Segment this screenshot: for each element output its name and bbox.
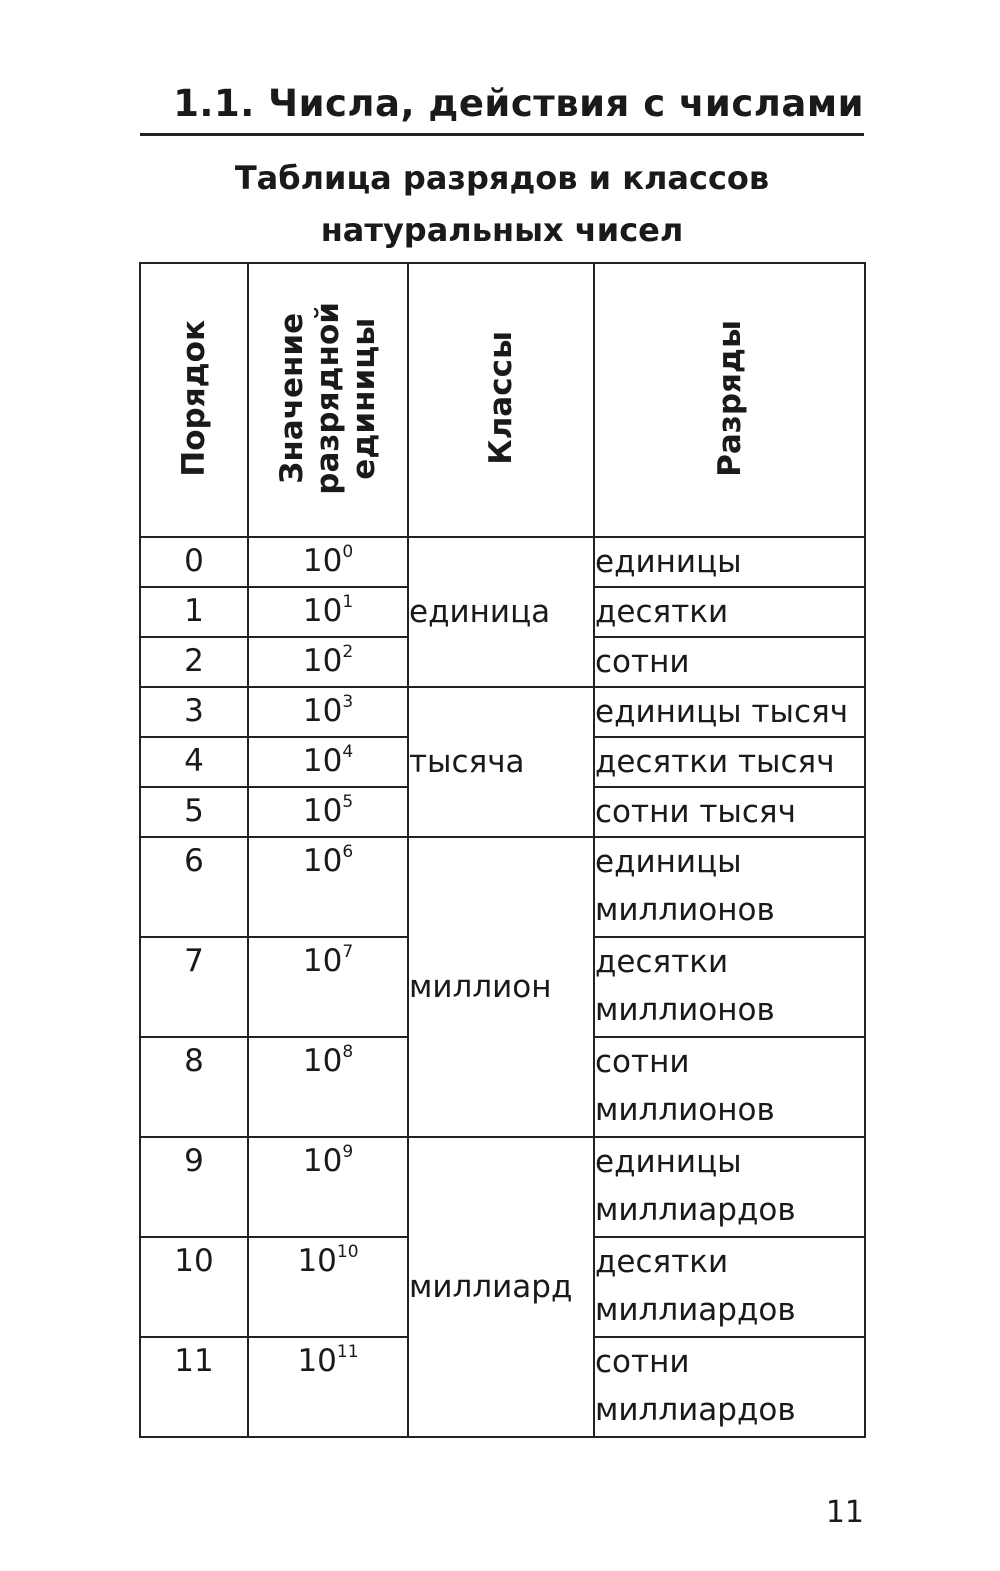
digit-cell: единицы тысяч [594, 687, 865, 737]
place-value-table [139, 262, 866, 1438]
header-digits [594, 263, 865, 537]
unit-base: 10 [302, 643, 343, 679]
unit-exponent: 6 [342, 842, 354, 862]
header-unit-value-label: Значение разрядной единицы [274, 301, 382, 495]
digit-cell: сотни миллионов [594, 1037, 865, 1137]
unit-exponent: 4 [342, 742, 354, 762]
table-header-row [140, 263, 865, 537]
unit-value-cell [248, 737, 408, 787]
unit-base: 10 [302, 543, 343, 579]
table-row [140, 537, 865, 587]
unit-exponent: 9 [342, 1142, 354, 1162]
unit-base: 10 [302, 593, 343, 629]
unit-exponent: 2 [342, 642, 354, 662]
header-digits-label: Разряды [711, 319, 748, 477]
class-cell: миллиард [408, 1137, 594, 1437]
unit-base: 10 [302, 693, 343, 729]
digit-cell: десятки тысяч [594, 737, 865, 787]
unit-exponent: 11 [336, 1342, 359, 1362]
digit-cell: сотни [594, 637, 865, 687]
header-classes-label: Классы [483, 331, 519, 465]
unit-base: 10 [302, 943, 343, 979]
unit-value-cell [248, 687, 408, 737]
class-cell: единица [408, 537, 594, 687]
table-row [140, 1137, 865, 1237]
unit-value-cell [248, 1237, 408, 1337]
order-cell: 7 [140, 937, 248, 1037]
table-title-line-2: натуральных чисел [320, 211, 684, 249]
unit-value-cell [248, 1337, 408, 1437]
unit-exponent: 1 [342, 592, 354, 612]
digit-cell: десятки миллиардов [594, 1237, 865, 1337]
unit-exponent: 5 [342, 792, 354, 812]
order-cell: 0 [140, 537, 248, 587]
header-classes [408, 263, 594, 537]
header-order-label: Порядок [176, 319, 212, 477]
unit-value-cell [248, 837, 408, 937]
order-cell: 9 [140, 1137, 248, 1237]
order-cell: 6 [140, 837, 248, 937]
order-cell: 10 [140, 1237, 248, 1337]
digit-cell: единицы миллиардов [594, 1137, 865, 1237]
digit-cell: единицы миллионов [594, 837, 865, 937]
unit-base: 10 [302, 843, 343, 879]
digit-cell: сотни тысяч [594, 787, 865, 837]
table-title [140, 152, 864, 256]
class-cell: миллион [408, 837, 594, 1137]
page-number: 11 [825, 1495, 864, 1530]
class-cell: тысяча [408, 687, 594, 837]
unit-base: 10 [302, 1043, 343, 1079]
section-title: 1.1. Числа, действия с числами [173, 82, 864, 125]
unit-value-cell [248, 1137, 408, 1237]
order-cell: 3 [140, 687, 248, 737]
order-cell: 5 [140, 787, 248, 837]
unit-base: 10 [297, 1343, 337, 1379]
table-title-line-1: Таблица разрядов и классов [234, 159, 770, 197]
order-cell: 2 [140, 637, 248, 687]
unit-value-cell [248, 1037, 408, 1137]
digit-cell: десятки миллионов [594, 937, 865, 1037]
table-row [140, 837, 865, 937]
digit-cell: сотни миллиардов [594, 1337, 865, 1437]
order-cell: 4 [140, 737, 248, 787]
digit-cell: десятки [594, 587, 865, 637]
order-cell: 1 [140, 587, 248, 637]
unit-base: 10 [302, 743, 343, 779]
table-row [140, 687, 865, 737]
unit-exponent: 0 [342, 542, 354, 562]
unit-value-cell [248, 787, 408, 837]
order-cell: 11 [140, 1337, 248, 1437]
unit-exponent: 3 [342, 692, 354, 712]
section-divider [140, 133, 864, 136]
unit-base: 10 [302, 1143, 343, 1179]
header-order [140, 263, 248, 537]
unit-value-cell [248, 937, 408, 1037]
unit-exponent: 8 [342, 1042, 354, 1062]
header-unit-value [248, 263, 408, 537]
unit-exponent: 7 [342, 942, 354, 962]
unit-value-cell [248, 537, 408, 587]
order-cell: 8 [140, 1037, 248, 1137]
unit-base: 10 [302, 793, 343, 829]
unit-base: 10 [297, 1243, 337, 1279]
unit-exponent: 10 [336, 1242, 359, 1262]
unit-value-cell [248, 637, 408, 687]
digit-cell: единицы [594, 537, 865, 587]
unit-value-cell [248, 587, 408, 637]
